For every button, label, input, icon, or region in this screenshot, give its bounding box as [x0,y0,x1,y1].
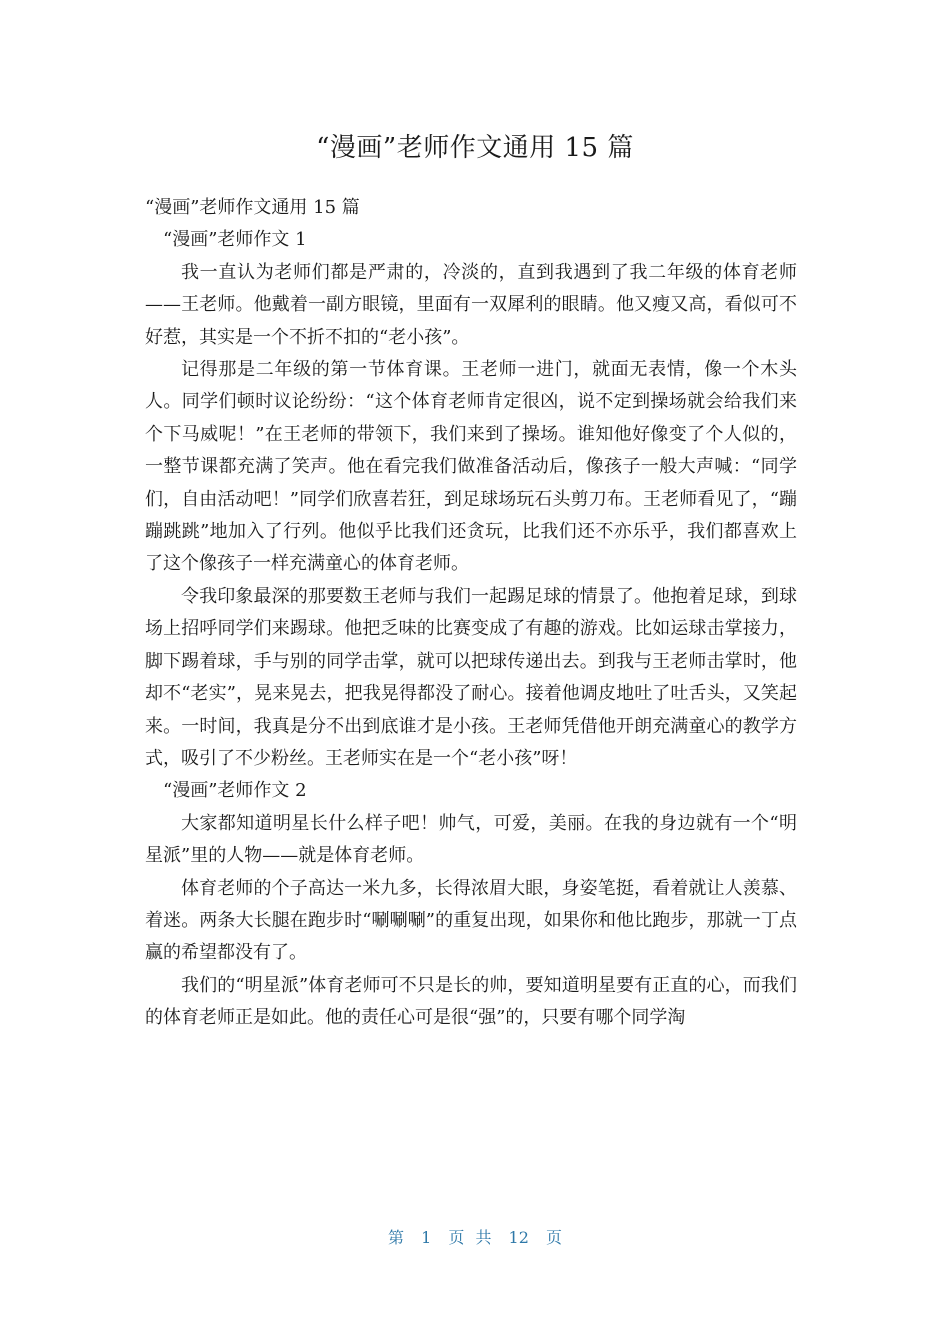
paragraph: 我一直认为老师们都是严肃的，冷淡的，直到我遇到了我二年级的体育老师——王老师。他戴着一副方眼镜，里面有一双犀利的眼睛。他又瘦又高，看似可不好惹，其实是一个不折不扣的“老小孩”。 [145,261,797,348]
page-number: 1 [421,1228,432,1247]
page-suffix: 页 [546,1228,563,1247]
section-heading: “漫画”老师作文 2 [163,780,307,802]
document-subtitle: “漫画”老师作文通用 15 篇 [145,197,360,218]
total-pages: 12 [508,1228,529,1247]
page-middle: 页 共 [448,1228,492,1247]
paragraph: 我们的“明星派”体育老师可不只是长的帅，要知道明星要有正直的心，而我们的体育老师正是如此。他的责任心可是很“强”的，只要有哪个同学淘 [145,974,797,1029]
paragraph: 记得那是二年级的第一节体育课。王老师一进门，就面无表情，像一个木头人。同学们顿时议论纷纷：“这个体育老师肯定很凶，说不定到操场就会给我们来个下马威呢！”在王老师的带领下，我们来到了操场。谁知他好像变了个人似的，一整节课都充满了笑声。他在看完我们做准备活动后，像孩子一般大声喊：“同学们，自由活动吧！”同学们欣喜若狂，到足球场玩石头剪刀布。王老师看见了，“蹦蹦跳跳”地加入了行列。他似乎比我们还贪玩，比我们还不亦乐乎，我们都喜欢上了这个像孩子一样充满童心的体育老师。 [145,359,797,575]
section-heading: “漫画”老师作文 1 [163,229,307,251]
document-title: “漫画”老师作文通用 15 篇 [316,133,634,163]
page-footer [0,1226,950,1250]
document-body [145,192,797,1035]
paragraph: 体育老师的个子高达一米九多，长得浓眉大眼，身姿笔挺，看着就让人羡慕、着迷。两条大长腿在跑步时“唰唰唰”的重复出现，如果你和他比跑步，那就一丁点赢的希望都没有了。 [145,877,797,964]
paragraph: 大家都知道明星长什么样子吧！帅气，可爱，美丽。在我的身边就有一个“明星派”里的人物——就是体育老师。 [145,812,797,867]
paragraph: 令我印象最深的那要数王老师与我们一起踢足球的情景了。他抱着足球，到球场上招呼同学们来踢球。他把乏味的比赛变成了有趣的游戏。比如运球击掌接力，脚下踢着球，手与别的同学击掌，就可以把球传递出去。到我与王老师击掌时，他却不“老实”，晃来晃去，把我晃得都没了耐心。接着他调皮地吐了吐舌头，又笑起来。一时间，我真是分不出到底谁才是小孩。王老师凭借他开朗充满童心的教学方式，吸引了不少粉丝。王老师实在是一个“老小孩”呀！ [145,585,797,769]
page-prefix: 第 [387,1228,404,1247]
